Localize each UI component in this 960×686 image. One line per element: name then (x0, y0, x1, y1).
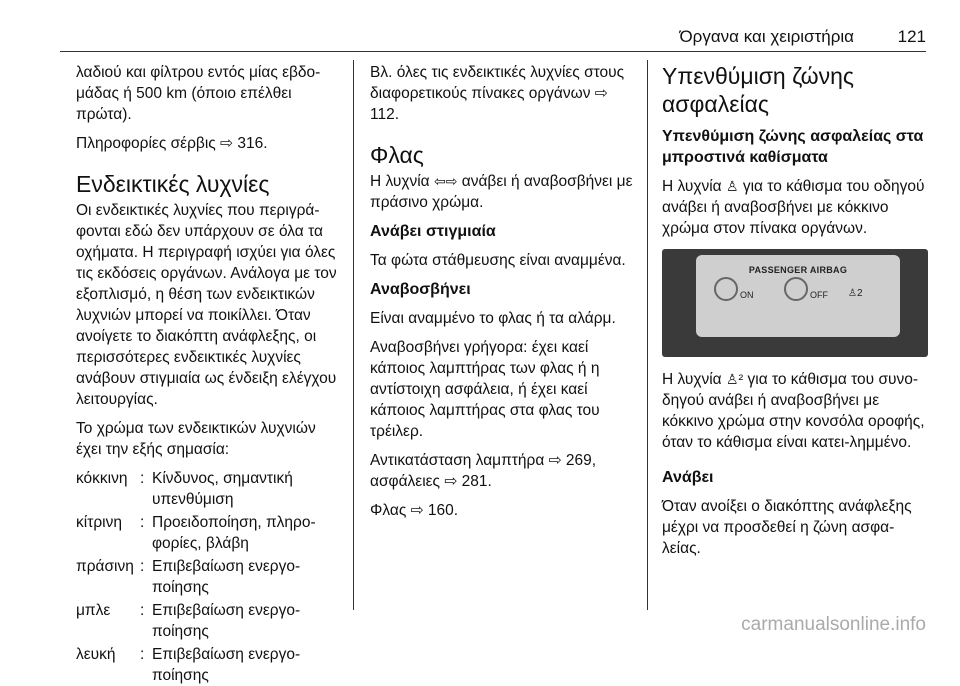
paragraph: Είναι αναμμένο το φλας ή τα αλάρμ. (370, 310, 616, 327)
paragraph: Όταν ανοίξει ο διακόπτης ανάφλεξης μέχρι να προσδεθεί η ζώνη ασφα-λείας. (662, 498, 912, 557)
seatbelt-passenger-icon: ♙2 (848, 288, 863, 299)
watermark: carmanualsonline.info (741, 614, 926, 635)
subheading-flashes: Αναβοσβήνει (370, 281, 471, 298)
column-3 (662, 62, 932, 567)
paragraph: Αναβοσβήνει γρήγορα: έχει καεί κάποιος λαμπτήρας των φλας ή η αντίστοιχη ασφάλεια, ή έχει καεί κάποιος λαμπτήρας στα φλας του τρέιλερ. (370, 339, 600, 440)
color-label: κίτρινη (76, 514, 122, 531)
column-1 (76, 62, 344, 686)
page-header (60, 0, 926, 52)
color-meaning: Επιβεβαίωση ενεργο-ποίησης (152, 558, 301, 596)
seatbelt-icon: ♙ (725, 178, 739, 194)
paragraph: Η λυχνία ♙² για το κάθισμα του συνο-δηγού ανάβει ή αναβοσβήνει με κόκκινο χρώμα στην κονσόλα οροφής, όταν το κάθισμα είναι κατει-λημμένο. (662, 371, 925, 451)
seatbelt-passenger-icon: ♙² (725, 371, 744, 387)
color-label: κόκκινη (76, 470, 128, 487)
color-meaning: Επιβεβαίωση ενεργο-ποίησης (152, 602, 301, 640)
column-2 (370, 62, 635, 529)
section-heading-seat-belt-reminder: Υπενθύμιση ζώνης ασφαλείας (662, 63, 855, 117)
paragraph: Βλ. όλες τις ενδεικτικές λυχνίες στους διαφορετικούς πίνακες οργάνων ⇨ 112. (370, 64, 625, 123)
section-heading-warning-lights: Ενδεικτικές λυχνίες (76, 171, 270, 197)
airbag-on-icon (714, 277, 738, 301)
header-rule (60, 51, 926, 52)
passenger-airbag-label: PASSENGER AIRBAG (748, 265, 848, 275)
color-meaning-list: κόκκινη : Κίνδυνος, σημαντική υπενθύμιση κίτρινη : Προειδοποίηση, πληρο-φορίες, βλάβη πράσινη : Επιβεβαίωση ενεργο-ποίησης μπλε : Επιβεβαίωση ενεργο-ποίησης λευκή : Επιβεβαίωση ενεργο-ποίησης (76, 468, 344, 686)
paragraph: Τα φώτα στάθμευσης είναι αναμμένα. (370, 252, 626, 269)
paragraph: Η λυχνία ⇦⇨ ανάβει ή αναβοσβήνει με πράσινο χρώμα. (370, 173, 633, 211)
paragraph: Η λυχνία ♙ για το κάθισμα του οδηγού ανάβει ή αναβοσβήνει με κόκκινο χρώμα στον πίνακα οργάνων. (662, 178, 925, 237)
paragraph: Φλας ⇨ 160. (370, 502, 459, 519)
subheading-lights-up: Ανάβει (662, 469, 714, 486)
paragraph: Το χρώμα των ενδεικτικών λυχνιών έχει την εξής σημασία: (76, 420, 316, 458)
column-divider-1 (353, 60, 354, 610)
color-label: μπλε (76, 602, 111, 619)
color-meaning: Προειδοποίηση, πληρο-φορίες, βλάβη (152, 514, 316, 552)
airbag-panel-image (662, 249, 928, 357)
section-heading-turn-signals: Φλας (370, 142, 424, 168)
subheading-lights-briefly: Ανάβει στιγμιαία (370, 223, 496, 240)
airbag-on-label: ON (740, 290, 754, 300)
color-meaning: Κίνδυνος, σημαντική υπενθύμιση (152, 470, 293, 508)
paragraph: Αντικατάσταση λαμπτήρα ⇨ 269, ασφάλειες ⇨ 281. (370, 452, 597, 490)
subheading-front-seats: Υπενθύμιση ζώνης ασφαλείας στα μπροστινά καθίσματα (662, 128, 924, 166)
turn-signal-icon: ⇦⇨ (433, 173, 458, 189)
airbag-off-icon (784, 277, 808, 301)
page-number: 121 (897, 27, 926, 46)
chapter-title: Όργανα και χειριστήρια (679, 27, 854, 46)
paragraph: Οι ενδεικτικές λυχνίες που περιγρά-φονται εδώ δεν υπάρχουν σε όλα τα οχήματα. Η περιγραφή ισχύει για όλες τις εκδόσεις οργάνων. Ανάλογα με τον εξοπλισμό, η θέση των ενδεικτικών λυχνιών μπορεί να ποικίλλει. Όταν ανοίγετε το διακόπτη ανάφλεξης, οι περισσότερες ενδεικτικές λυχνίες ανάβουν στιγμιαία ως ένδειξη ελέγχου λειτουργίας. (76, 202, 337, 408)
service-reference: Πληροφορίες σέρβις ⇨ 316. (76, 135, 268, 152)
color-label: λευκή (76, 646, 116, 663)
color-label: πράσινη (76, 558, 134, 575)
airbag-off-label: OFF (810, 290, 828, 300)
color-meaning: Επιβεβαίωση ενεργο-ποίησης (152, 646, 301, 684)
paragraph: λαδιού και φίλτρου εντός μίας εβδο-μάδας ή 500 km (όποιο επέλθει πρώτα). (76, 64, 321, 123)
column-divider-2 (647, 60, 648, 610)
